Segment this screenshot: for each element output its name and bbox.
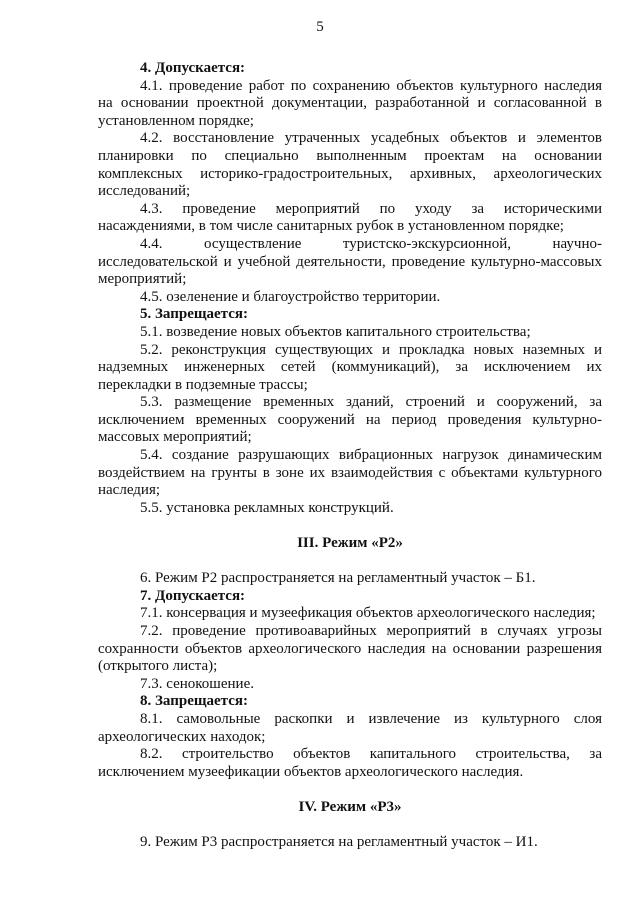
item-4-4: 4.4. осуществление туристско-экскурсионной, научно-исследовательской и учебной деятельности, проведение культурно-массовых мероприятий; (98, 235, 602, 288)
item-4-3: 4.3. проведение мероприятий по уходу за историческими насаждениями, в том числе санитарных рубок в установленном порядке; (98, 200, 602, 235)
item-8-1: 8.1. самовольные раскопки и извлечение из культурного слоя археологических находок; (98, 710, 602, 745)
document-body (98, 60, 602, 852)
item-4-5: 4.5. озеленение и благоустройство территории. (140, 288, 441, 305)
item-5-4: 5.4. создание разрушающих вибрационных нагрузок динамическим воздействием на грунты в зоне их взаимодействия с объектами культурного наследия; (98, 447, 602, 499)
item-7-1: 7.1. консервация и музеефикация объектов археологического наследия; (140, 605, 596, 622)
section-4-heading: 4. Допускается: (140, 60, 246, 76)
item-5-2: 5.2. реконструкция существующих и прокладка новых наземных и надземных инженерных сетей (коммуникаций), за исключением их перекладки в подземные трассы; (98, 341, 602, 393)
page-number: 5 (316, 19, 324, 35)
item-5-1: 5.1. возведение новых объектов капитального строительства; (140, 323, 531, 340)
item-4-2: 4.2. восстановление утраченных усадебных объектов и элементов планировки по специально выполненным проектам на основании комплексных историко-градостроительных, архивных, археологических исследований; (98, 130, 602, 200)
item-8-2: 8.2. строительство объектов капитального строительства, за исключением музеефикации объектов археологического наследия. (98, 746, 602, 780)
item-5-5: 5.5. установка рекламных конструкций. (140, 499, 394, 516)
item-7-3: 7.3. сенокошение. (140, 675, 254, 692)
item-5-3: 5.3. размещение временных зданий, строений и сооружений, за исключением временных сооружений на период проведения культурно-массовых мероприятий; (98, 394, 602, 446)
section-7-heading: 7. Допускается: (140, 587, 246, 604)
section-5-heading: 5. Запрещается: (140, 306, 249, 323)
paragraph-6: 6. Режим Р2 распространяется на регламентный участок – Б1. (140, 570, 536, 587)
item-7-2: 7.2. проведение противоаварийных мероприятий в случаях угрозы сохранности объектов археологического наследия на основании разрешения (открытого листа); (98, 623, 602, 675)
section-4-title: IV. Режим «Р3» (298, 798, 402, 815)
item-4-1: 4.1. проведение работ по сохранению объектов культурного наследия на основании проектной документации, разработанной и согласованной в установленном порядке; (98, 77, 602, 129)
paragraph-9: 9. Режим Р3 распространяется на регламентный участок – И1. (140, 834, 538, 851)
section-3-title: III. Режим «Р2» (297, 535, 403, 552)
section-8-heading: 8. Запрещается: (140, 693, 249, 710)
